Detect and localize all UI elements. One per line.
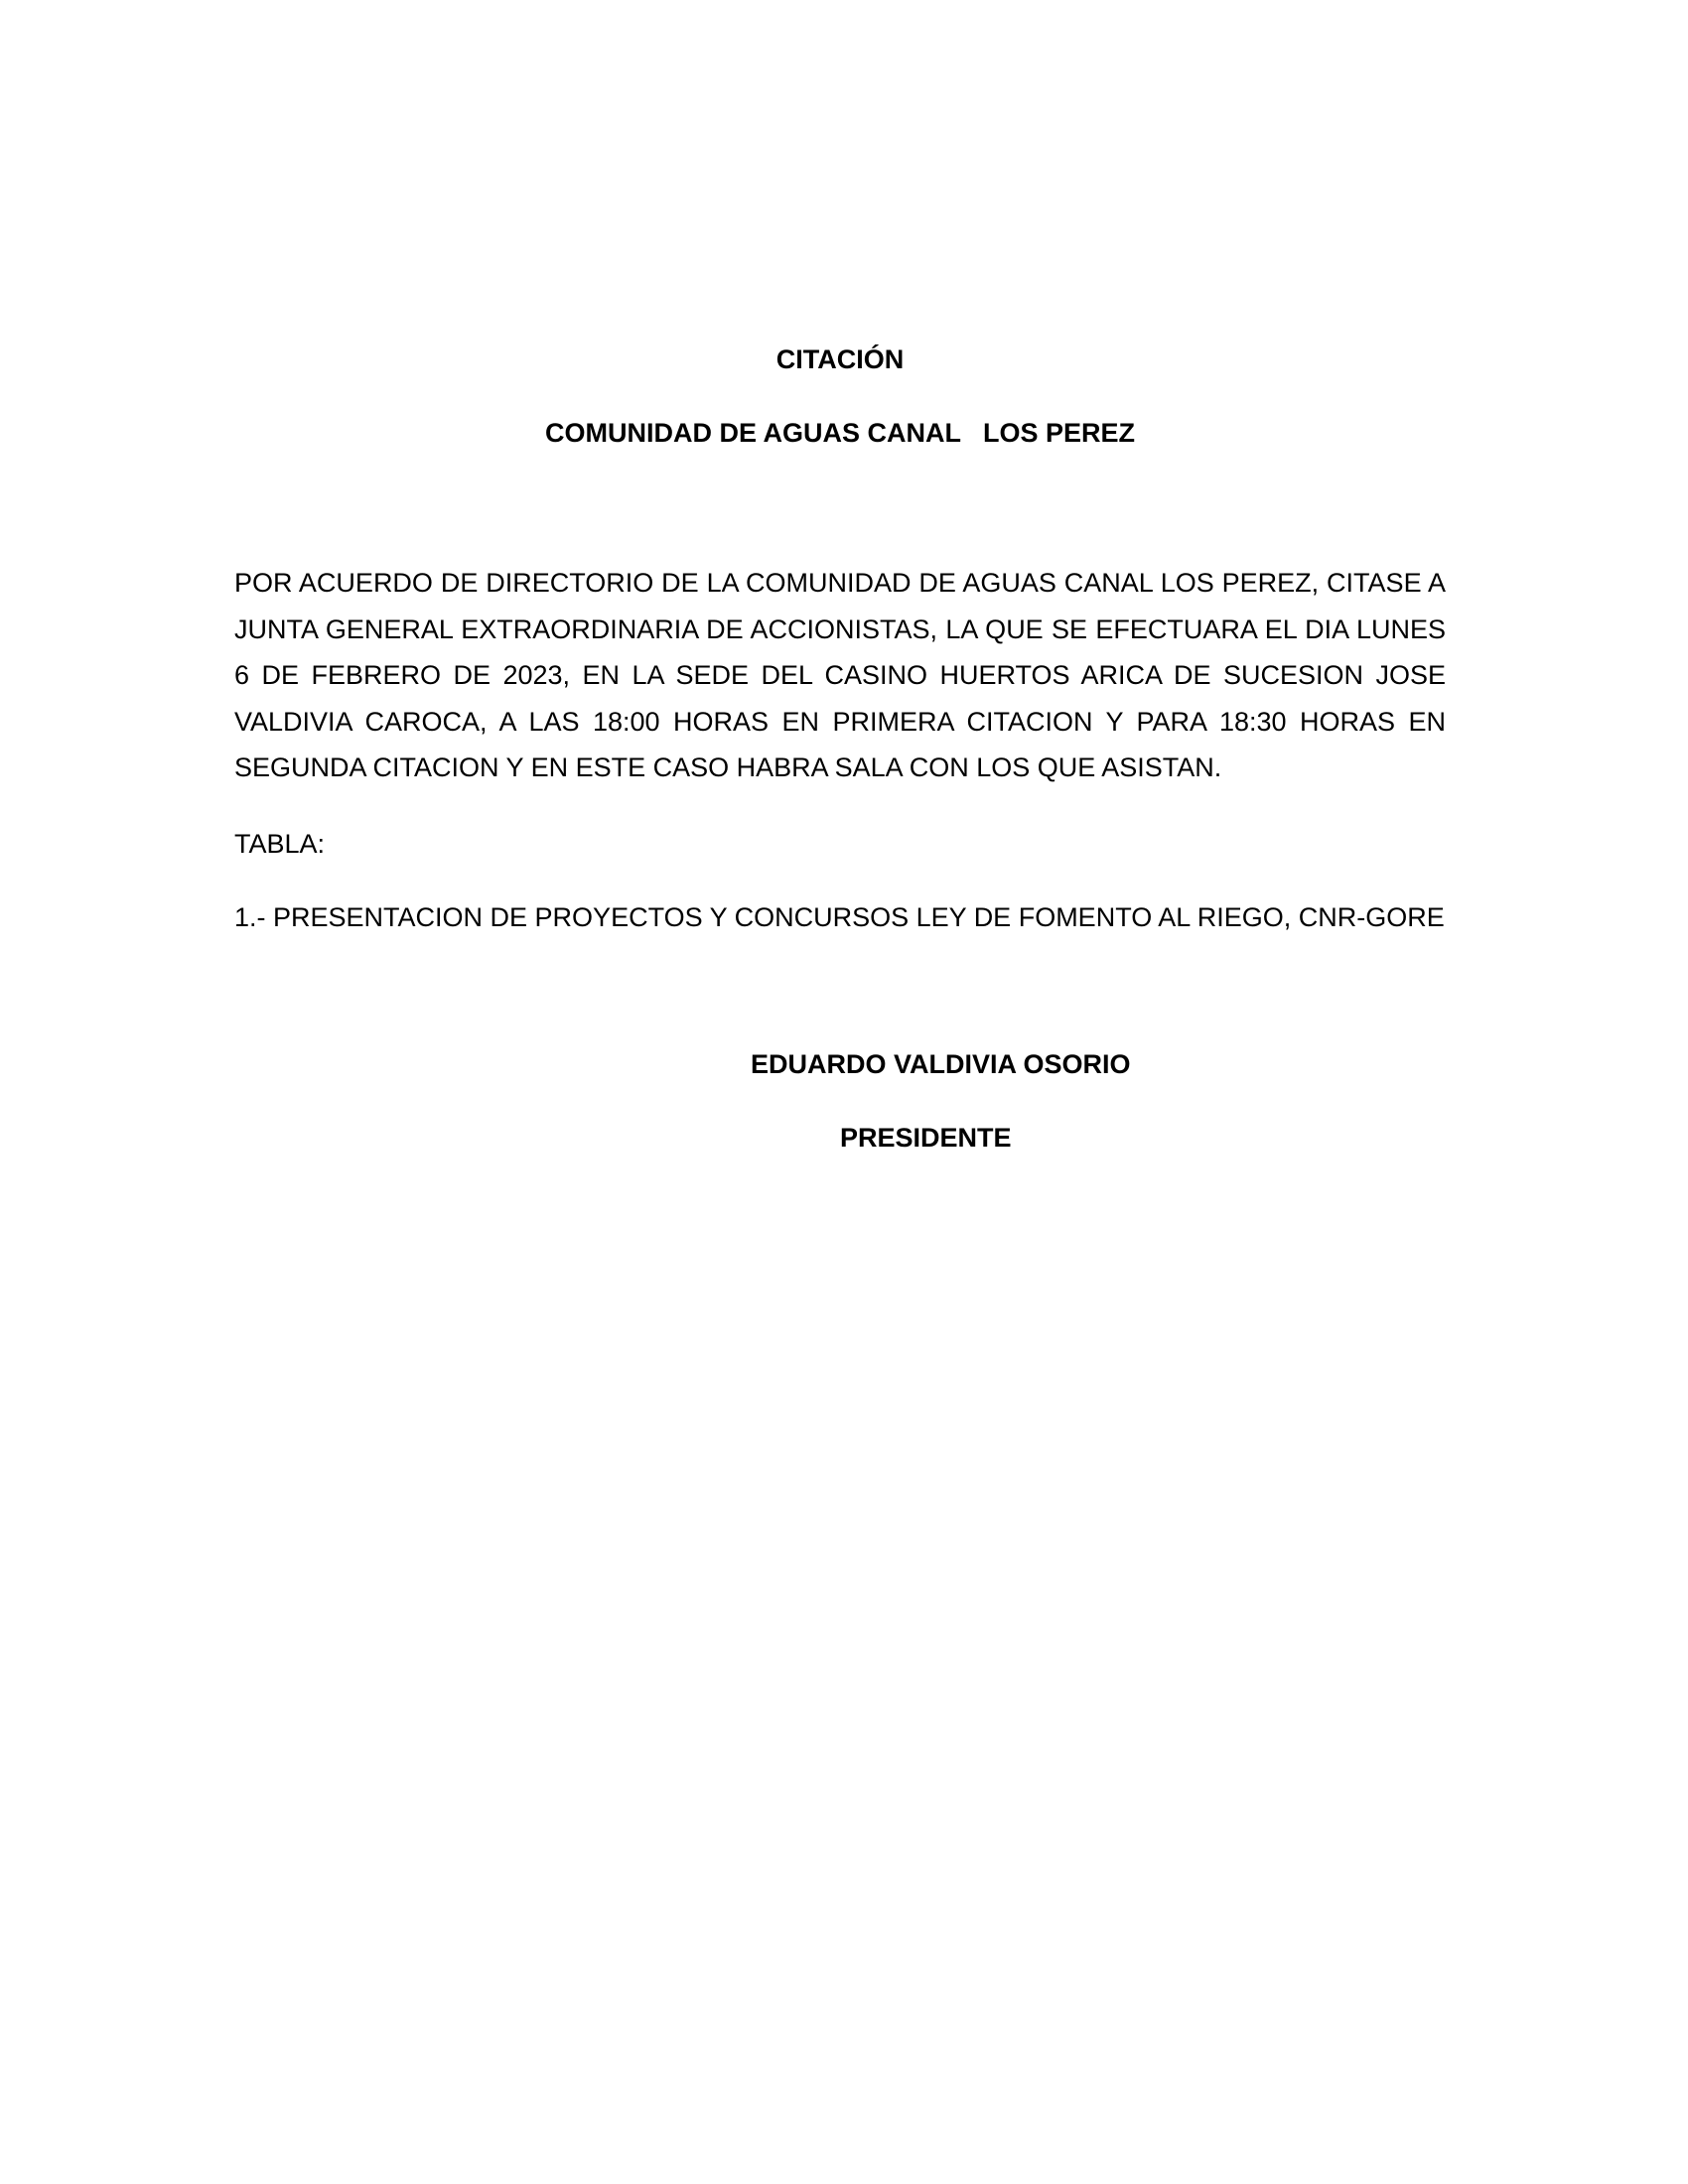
body-line: JUNTA GENERAL EXTRAORDINARIA DE ACCIONISTAS, LA QUE SE EFECTUARA EL DIA LUNES xyxy=(234,614,1446,644)
body-paragraph xyxy=(234,560,1446,791)
body-line: 6 DE FEBRERO DE 2023, EN LA SEDE DEL CASINO HUERTOS ARICA DE SUCESION JOSE xyxy=(234,660,1446,690)
document-subtitle: COMUNIDAD DE AGUAS CANAL LOS PEREZ xyxy=(544,418,1136,448)
document-title: CITACIÓN xyxy=(775,344,905,374)
body-line: VALDIVIA CAROCA, A LAS 18:00 HORAS EN PRIMERA CITACION Y PARA 18:30 HORAS EN xyxy=(234,706,1446,737)
body-line: POR ACUERDO DE DIRECTORIO DE LA COMUNIDAD DE AGUAS CANAL LOS PEREZ, CITASE A xyxy=(234,568,1446,598)
tabla-label: TABLA: xyxy=(234,829,326,859)
signature-name: EDUARDO VALDIVIA OSORIO xyxy=(751,1049,1131,1079)
body-line: SEGUNDA CITACION Y EN ESTE CASO HABRA SALA CON LOS QUE ASISTAN. xyxy=(234,752,1222,782)
agenda-item: 1.- PRESENTACION DE PROYECTOS Y CONCURSOS LEY DE FOMENTO AL RIEGO, CNR-GORE xyxy=(234,902,1445,932)
signature-role: PRESIDENTE xyxy=(840,1123,1012,1153)
